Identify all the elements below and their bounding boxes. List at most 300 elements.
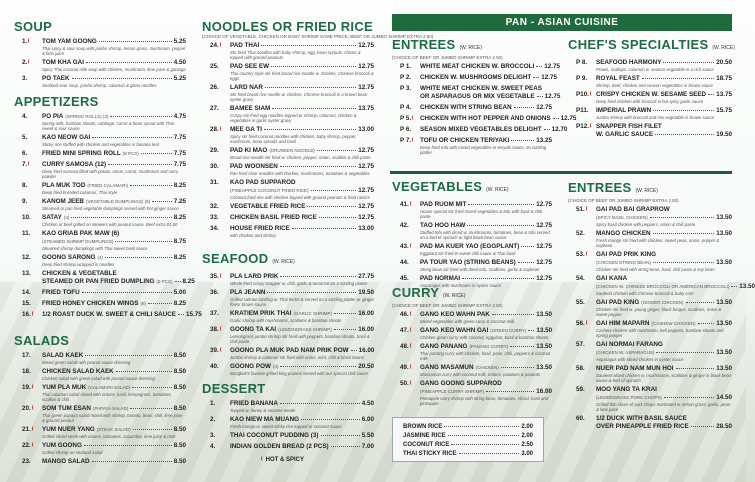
cuisine-banner: PAN - ASIAN CUISINE <box>392 14 732 31</box>
menu-item <box>22 311 202 319</box>
item-price: 12.75 <box>358 84 374 91</box>
section-title-text: SEAFOOD <box>202 251 269 266</box>
item-number-text: 19. <box>22 384 31 391</box>
item-price: 5.00 <box>173 289 186 296</box>
item-description: Chicken stir fried w. young ginger, black fungus, scallions, onion & sweet pepper <box>596 307 722 317</box>
dot-leader <box>267 292 356 293</box>
menu-item-row <box>400 259 552 267</box>
item-price: 4.50 <box>173 59 186 66</box>
dot-leader <box>655 134 714 135</box>
menu-item <box>22 384 186 402</box>
dot-leader <box>653 262 714 263</box>
item-price: 5.25 <box>173 75 186 82</box>
menu-item <box>22 161 186 179</box>
dot-leader <box>676 368 715 369</box>
dot-leader <box>468 204 534 205</box>
item-subtitle: (8 PCS) <box>122 151 139 156</box>
item-price: 16.00 <box>536 388 552 395</box>
item-number <box>400 311 420 319</box>
item-name: FRIED BANANA <box>230 400 278 407</box>
item-name: SALAD KAEK <box>42 352 84 359</box>
item-price: 20.50 <box>358 363 374 370</box>
item-subtitle: (SPICY BASIL CHICKEN) <box>596 215 648 220</box>
item-name: VEGETABLE FRIED RICE <box>230 203 306 210</box>
menu-item-row <box>576 91 732 99</box>
dot-leader <box>105 257 172 258</box>
dot-leader <box>511 140 534 141</box>
dot-leader <box>292 228 356 229</box>
item-price: 13.50 <box>716 230 732 237</box>
chili-icon <box>590 123 593 128</box>
item-name: INDIAN GOLDEN BREAD (2 PCS) <box>230 443 329 450</box>
dot-leader <box>518 262 534 263</box>
menu-item-row <box>400 201 552 209</box>
item-description: Coconut fried rice with chicken topped with ground peanuts & fried raisins <box>230 195 370 200</box>
menu-item-row <box>22 134 186 142</box>
item-name: MEE GA TI <box>230 126 262 133</box>
section-note: (W. RICE) <box>442 293 466 299</box>
item-description: Cashew chicken with mushroom, bell peppers, bamboo shoots and spring pepper <box>596 328 724 338</box>
item-name: WHITE MEAT CHICKEN W. SWEET PEAS <box>420 85 542 92</box>
menu-item <box>400 343 552 361</box>
item-number-text: 1. <box>22 38 28 45</box>
item-subtitle: (4) <box>63 215 70 220</box>
menu-item-row <box>22 182 186 190</box>
menu-item <box>400 311 552 324</box>
chili-icon <box>410 327 413 332</box>
item-number <box>576 206 596 214</box>
item-subtitle: (DRUNKEN NOODLE) <box>269 148 315 153</box>
section-note: (W. RICE) <box>459 45 482 51</box>
section-subnote: (CHOICE OF BEEF OR JUMBO SHRIMP EXTRA 2.50) <box>568 198 679 203</box>
item-name: PA TOUR YAO (STRING BEANS) <box>420 259 516 266</box>
item-number-text: P 2. <box>400 74 412 81</box>
item-number-text: P 5. <box>400 115 412 122</box>
item-price: 27.75 <box>358 273 374 280</box>
section-note: (W. RICE) <box>712 45 735 51</box>
menu-item <box>400 74 558 82</box>
menu-item <box>22 198 186 211</box>
item-number <box>400 201 420 209</box>
item-number-text: 2. <box>22 59 28 66</box>
item-number-text: P 3. <box>400 85 412 92</box>
menu-item-row <box>210 310 374 318</box>
item-price: 13.50 <box>716 349 732 356</box>
item-name: PAD NORMAI <box>420 275 461 282</box>
item-number <box>210 179 230 187</box>
menu-item <box>22 458 186 466</box>
dot-leader <box>301 419 360 420</box>
menu-item <box>22 442 186 455</box>
menu-item-row <box>576 299 732 307</box>
menu-item-row <box>400 343 552 351</box>
menu-item-row <box>22 198 186 206</box>
item-number <box>210 310 230 318</box>
item-description: Thai panang curry with chicken, basil, peas, chili, peppers & coconut milk <box>420 351 551 361</box>
item-description: Crispy stir fried egg noodles topped w. shrimp, calamari, chicken & vegetables in garlic oyster gravy <box>230 113 357 123</box>
item-number-text: 25. <box>210 63 219 70</box>
dot-leader <box>553 118 559 119</box>
item-number-text: 28. <box>210 126 219 133</box>
dot-leader <box>132 387 172 388</box>
item-name: PO PIA <box>42 113 64 120</box>
menu-item <box>400 327 552 340</box>
item-number <box>210 326 230 334</box>
item-price: 7.25 <box>173 198 186 205</box>
dot-leader <box>642 78 714 79</box>
item-number <box>210 416 230 424</box>
dot-leader <box>99 41 172 42</box>
item-description: Chicken stir fried with string bean, basil, chili paste & soy bean <box>596 267 715 272</box>
item-description: Steamed shrimp dumplings with Thai sweet basil sauce <box>42 246 148 251</box>
item-number-text: 9. <box>22 198 28 205</box>
item-price: 14.50 <box>716 394 732 401</box>
item-number <box>22 384 42 392</box>
item-number <box>400 63 420 71</box>
item-name: GAI HIM MAPARN <box>596 320 650 327</box>
item-number-text: P 1. <box>400 63 412 70</box>
dot-leader <box>492 314 534 315</box>
item-number-text: 35. <box>210 273 219 280</box>
item-number-text: 18. <box>22 368 31 375</box>
item-price: 8.50 <box>173 442 186 449</box>
menu-item <box>22 426 186 439</box>
item-number-text: 36. <box>210 289 219 296</box>
section-title <box>392 38 552 55</box>
chili-icon <box>412 137 415 142</box>
item-number <box>210 225 230 233</box>
menu-item <box>210 416 374 429</box>
menu-item-row <box>576 394 732 402</box>
section-title-text: DESSERT <box>202 381 266 396</box>
section-title <box>202 252 374 269</box>
dot-leader <box>280 166 356 167</box>
dot-leader <box>92 461 172 462</box>
dot-leader <box>334 329 357 330</box>
chili-icon <box>28 59 31 64</box>
dot-leader <box>501 367 534 368</box>
menu-item-row <box>400 85 552 93</box>
menu-item-row <box>210 147 374 155</box>
menu-item <box>210 147 374 160</box>
item-number-text: 4. <box>22 113 28 120</box>
item-number-text: 41. <box>400 201 409 208</box>
item-name: LARD NAR <box>230 84 263 91</box>
item-number-text: 51. <box>576 206 585 213</box>
item-name: GAI KANA <box>596 275 628 282</box>
item-price: 12.75 <box>536 275 552 282</box>
item-name: NUER PAD NAM MUN HOI <box>596 365 674 372</box>
item-description: Deep fried samosa filled with potato, onion, carrot, mushroom and curry powder <box>42 169 179 179</box>
item-number-text: 3. <box>210 432 216 439</box>
item-subtitle: (CHICKEN) <box>475 365 499 370</box>
dot-leader <box>334 313 356 314</box>
dot-leader <box>319 217 357 218</box>
item-number <box>210 147 230 155</box>
item-number <box>210 400 230 408</box>
item-number <box>22 352 42 360</box>
item-number-text: 55. <box>576 299 585 306</box>
menu-item-row <box>576 123 732 131</box>
menu-item <box>576 59 732 72</box>
menu-item <box>210 273 374 286</box>
item-number <box>22 113 42 121</box>
chili-icon <box>586 251 589 256</box>
dot-leader <box>653 233 715 234</box>
dot-leader <box>152 201 172 202</box>
menu-item <box>210 179 374 200</box>
menu-item-row <box>22 75 186 83</box>
item-number-text: 52. <box>576 230 585 237</box>
menu-item-row <box>400 311 552 319</box>
item-number-text: 29. <box>210 147 219 154</box>
item-name: KAO NEOW GAI <box>42 134 91 141</box>
item-name: GANG KEO WAHN GAI <box>420 327 489 334</box>
item-number <box>210 273 230 281</box>
dot-leader <box>85 355 171 356</box>
item-description: Stir fried broad rice noodle w. chicken, Chinese broccoli in a brown bean oyster gravy <box>230 92 368 102</box>
item-number-text: 6. <box>22 150 28 157</box>
dot-leader <box>467 225 534 226</box>
item-number <box>22 161 42 169</box>
item-description: with chicken and shrimp <box>230 233 276 238</box>
dot-leader <box>130 408 171 409</box>
item-description: Massaman curry with coconut milk, onions, potatoes & peanuts <box>420 372 541 377</box>
item-description: Eggplant stir fried in sweet chili sauce & Thai basil <box>420 251 516 256</box>
item-name: SEASON MIXED VEGETABLES DELIGHT <box>420 126 542 133</box>
menu-item-row <box>400 137 552 145</box>
item-name: PAD SEE EW <box>230 63 270 70</box>
item-price: 12.75 <box>358 214 374 221</box>
item-price: 12.75 <box>358 203 374 210</box>
item-price: 13.50 <box>716 320 732 327</box>
item-number <box>210 42 230 50</box>
item-description: Grilled salmon sizzling w. Thai herbs & served on a sizzling platter w. ginger flavor brown sauce <box>230 297 375 307</box>
item-description: Thai country style stir fried broad rice noodle w. chicken, Chinese broccoli & eggs <box>230 71 374 81</box>
menu-item-row <box>576 320 732 328</box>
item-number-text: 13. <box>22 270 31 277</box>
menu-item-row <box>22 384 186 392</box>
item-number-text: 60. <box>576 415 585 422</box>
menu-item <box>22 300 186 308</box>
item-name: CHICKEN BASIL FRIED RICE <box>230 214 317 221</box>
item-price: 7.75 <box>173 150 186 157</box>
item-number <box>400 327 420 335</box>
menu-item <box>210 126 374 144</box>
chili-icon <box>32 311 35 316</box>
item-description: Whole fried crispy snapper w. chili, garlic & tamarind on a sizzling platter <box>230 281 368 286</box>
item-number <box>210 363 230 371</box>
menu-item <box>400 115 577 123</box>
item-number <box>576 107 596 115</box>
menu-item-row <box>576 275 732 283</box>
item-number <box>22 426 42 434</box>
item-number-text: 4. <box>210 443 216 450</box>
item-price: 8.50 <box>173 426 186 433</box>
menu-item-row <box>210 289 374 297</box>
chili-icon <box>220 273 223 278</box>
item-number <box>576 415 596 423</box>
dot-leader <box>148 303 172 304</box>
item-name: PLA MUK TOD <box>42 182 86 189</box>
menu-item-row <box>210 105 374 113</box>
item-number <box>22 405 42 413</box>
item-price: 12.75 <box>536 222 552 229</box>
dot-leader <box>280 366 356 367</box>
item-price: 13.50 <box>716 365 732 372</box>
item-name: FRIED MINI SPRING ROLL <box>42 150 121 157</box>
menu-item-row <box>576 251 732 259</box>
dot-leader <box>261 45 356 46</box>
item-name: PO TAEK <box>42 75 70 82</box>
item-subtitle: (CHICKEN W. CHINESE BROCCOLI OR AMERICAN BROCCOLI) <box>596 284 730 289</box>
item-subtitle: (STEAMED SHRIMP DUMPLINGS) <box>42 239 114 244</box>
menu-item-row <box>576 259 732 267</box>
item-price: 12.75 <box>536 243 552 250</box>
section-subnote: (CHOICE OF VEGETABLE, CHICKEN OR BABY SHRIMP SAME PRICE, BEEF OR JUMBO SHRIMP EXTRA 2.50) <box>202 34 434 39</box>
item-price: 12.75 <box>358 163 374 170</box>
item-number <box>22 214 42 222</box>
item-name: KRATIEM PRIK THAI <box>230 310 292 317</box>
menu-item-row <box>210 187 374 195</box>
menu-item <box>400 63 561 71</box>
item-number-text: P 8. <box>576 59 588 66</box>
menu-item <box>576 386 732 412</box>
item-description: House special stir fried mixed vegetables & tofu with basil & chili paste <box>420 209 543 219</box>
dot-leader <box>108 164 172 165</box>
dot-leader <box>459 453 520 454</box>
item-price: 12.75 <box>358 63 374 70</box>
chili-icon <box>28 38 31 43</box>
item-name: HOUSE FRIED RICE <box>230 225 290 232</box>
menu-item-row <box>210 203 374 211</box>
item-number-text: 50. <box>400 380 409 387</box>
item-description: String bean stir fried with dried tofu, scallions, garlic & soybean <box>420 267 540 272</box>
menu-item-row <box>400 93 561 101</box>
item-subtitle: (8) <box>140 301 146 306</box>
menu-item-row <box>400 104 552 112</box>
item-description: Deep fried chicken with broccoli in hot spicy garlic sauce <box>596 99 704 104</box>
item-number-text: P 6. <box>400 126 412 133</box>
item-number-text: 27. <box>210 105 219 112</box>
item-name-line2: OVER PINEAPPLE FRIED RICE <box>596 423 689 430</box>
item-name: FRIED TOFU <box>42 289 80 296</box>
item-name: TOM YAM GOONG <box>42 38 97 45</box>
dot-leader <box>307 206 356 207</box>
item-name: CURRY SAMOSA (12) <box>42 161 107 168</box>
item-subtitle: (PINEAPPLE CURRY SHRIMP) <box>420 389 484 394</box>
item-name: KANOM JEEB <box>42 198 84 205</box>
section-title <box>392 286 552 303</box>
menu-item-row <box>576 386 732 394</box>
menu-item <box>210 432 374 440</box>
dot-leader <box>82 292 172 293</box>
item-number <box>576 365 596 373</box>
item-description: Mixed green salad with peanut sauce dressing <box>42 360 131 365</box>
section-note: (W. RICE) <box>486 187 509 193</box>
dot-leader <box>133 429 172 430</box>
item-price: 5.50 <box>361 432 374 439</box>
item-subtitle: (FRIED CALAMARI) <box>87 183 129 188</box>
menu-item-row <box>22 442 186 450</box>
menu-item <box>22 113 186 131</box>
item-number <box>22 442 42 450</box>
item-number <box>576 275 596 283</box>
item-number <box>400 275 420 283</box>
item-name: GAI NORMAI FARANG <box>596 341 663 348</box>
section-title <box>202 20 374 34</box>
menu-item-row <box>576 59 732 67</box>
menu-section-seafood <box>202 252 374 379</box>
rice-sides-box <box>392 417 544 462</box>
item-price: 13.75 <box>358 105 374 112</box>
item-number-text: 38. <box>210 326 219 333</box>
item-description: Deep fried tofu with mixed vegetables in teriyaki sauce, on sizzling platter <box>420 145 547 155</box>
dot-leader <box>271 66 356 67</box>
item-description: Lemongrass jumbo shrimp stir fried with peppers, bamboo shoots, basil & chili paste <box>230 334 370 344</box>
item-number-text: 26. <box>210 84 219 91</box>
item-subtitle: (STEAK SALAD) <box>96 427 131 432</box>
dot-leader <box>533 77 539 78</box>
item-price: 12.75 <box>536 259 552 266</box>
item-price: 18.75 <box>716 75 732 82</box>
item-subtitle: (PINEAPPLE COCONUT FRIED RICE) <box>230 188 309 193</box>
menu-item-row <box>576 107 732 115</box>
dot-leader <box>537 96 543 97</box>
menu-item <box>210 105 374 123</box>
item-number <box>576 320 596 328</box>
menu-item <box>210 84 374 102</box>
menu-item-row <box>210 42 374 50</box>
section-divider <box>390 171 732 174</box>
item-price: 12.75 <box>358 42 374 49</box>
item-name: YUM GOONG <box>42 442 82 449</box>
item-name: FRIED HONEY CHICKEN WINGS <box>42 300 139 307</box>
section-title-text: ENTREES <box>568 180 632 195</box>
item-number-text: P 9. <box>576 75 588 82</box>
menu-item-row <box>22 113 186 121</box>
item-description: Sticky rice stuffed with chicken and vegetables in banana leaf <box>42 142 159 147</box>
menu-item <box>210 163 374 176</box>
item-price: 7.75 <box>173 161 186 168</box>
menu-item-row <box>400 115 577 123</box>
menu-item <box>22 352 186 365</box>
menu-item <box>576 230 732 248</box>
item-number <box>22 75 42 83</box>
menu-item-row <box>576 214 732 222</box>
item-number-text: 43. <box>400 243 409 250</box>
item-name: PAD MA KUER YAO (EGGPLANT) <box>420 243 520 250</box>
menu-item-row <box>210 163 374 171</box>
menu-item <box>400 243 552 256</box>
item-number <box>576 251 596 259</box>
menu-item <box>400 222 552 240</box>
menu-item <box>210 214 374 222</box>
item-name-line2: STEAMED OR PAN FRIED DUMPLING <box>42 278 155 285</box>
item-number <box>400 85 420 93</box>
menu-item-row <box>210 225 374 233</box>
menu-item <box>576 275 755 296</box>
item-name: GAI PAD KING <box>596 299 640 306</box>
item-name: GANG MASAMUN <box>420 364 474 371</box>
menu-item <box>210 310 374 323</box>
menu-item-row <box>576 230 732 238</box>
section-title <box>202 382 374 396</box>
menu-item-row <box>576 423 732 431</box>
item-number <box>22 230 42 238</box>
section-title-text: CHEF'S SPECIALTIES <box>568 37 709 52</box>
item-name: GANG PANANG <box>420 343 468 350</box>
